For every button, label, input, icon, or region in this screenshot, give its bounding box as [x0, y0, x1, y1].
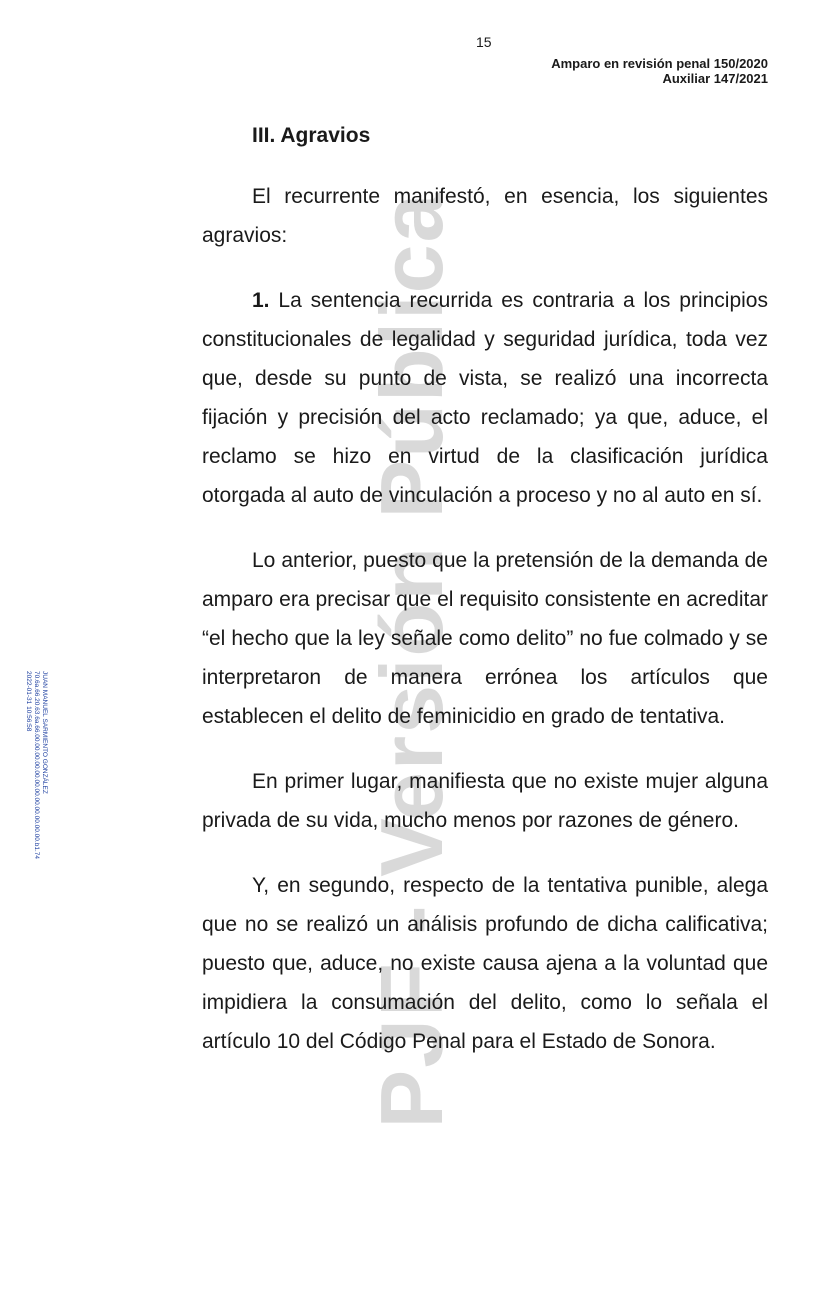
document-body [202, 118, 768, 1087]
page-number: 15 [476, 34, 492, 50]
case-number: Amparo en revisión penal 150/2020 [551, 56, 768, 71]
intro-paragraph: El recurrente manifestó, en esencia, los siguientes agravios: [202, 185, 768, 247]
electronic-signature [24, 671, 48, 859]
signature-date: 2022-01-31 10:56:58 [25, 671, 32, 732]
grievance-1-paragraph [202, 281, 768, 515]
grievance-number: 1. [252, 289, 270, 312]
case-header [551, 56, 768, 86]
paragraph-2: Lo anterior, puesto que la pretensión de la demanda de amparo era precisar que el requisito consistente en acreditar “el hecho que la ley señale como delito” no fue colmado y se interpretaron de manera errónea los artículos que establecen el delito de feminicidio en grado de tentativa. [202, 549, 768, 728]
auxiliary-number: Auxiliar 147/2021 [662, 71, 768, 86]
paragraph-3: En primer lugar, manifiesta que no existe mujer alguna privada de su vida, mucho menos por razones de género. [202, 770, 768, 832]
section-heading: III. Agravios [252, 124, 371, 147]
grievance-1-text: La sentencia recurrida es contraria a los principios constitucionales de legalidad y seguridad jurídica, toda vez que, desde su punto de vista, se realizó una incorrecta fijación y precisión del acto reclamado; ya que, aduce, el reclamo se hizo en virtud de la clasificación jurídica otorgada al auto de vinculación a proceso y no al auto en sí. [202, 289, 768, 507]
watermark: PJF - Versión Pública [362, 191, 461, 1129]
paragraph-4: Y, en segundo, respecto de la tentativa punible, alega que no se realizó un análisis profundo de dicha calificativa; puesto que, aduce, no existe causa ajena a la voluntad que impidiera la consumación del delito, como lo señala el artículo 10 del Código Penal para el Estado de Sonora. [202, 874, 768, 1053]
certificate-serial: 70.6a.66.20.63.6a.66.00.00.00.00.00.00.00.00.00.00.00.00.b1.74 [33, 671, 40, 859]
signer-name: JUAN MANUEL SARMIENTO GONZÁLEZ [41, 671, 48, 794]
